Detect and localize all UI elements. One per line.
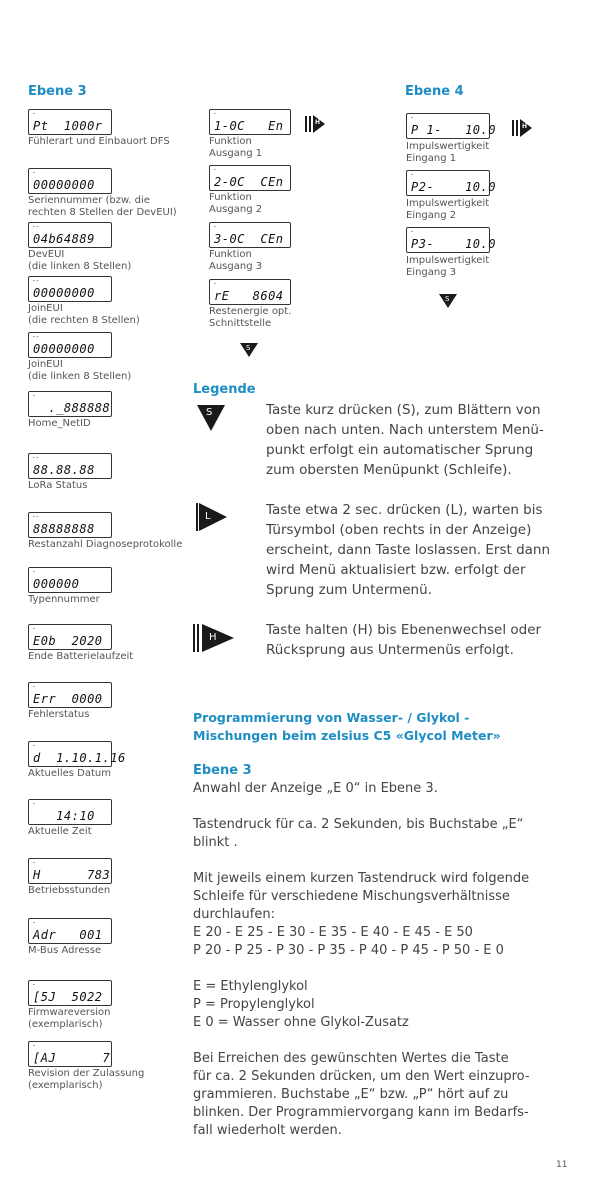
lcd-value: 88888888 [33,522,95,536]
lcd-indicator: - [213,166,217,173]
lcd-indicator: - [32,683,36,690]
lcd-value: Adr 001 [33,928,103,942]
lcd-display [28,980,112,1006]
lcd-indicator: - [32,392,36,399]
lcd-display [28,453,112,479]
lcd-display [209,222,291,248]
lcd-value: 00000000 [33,342,95,356]
lcd-caption: JoinEUI (die linken 8 Stellen) [28,359,132,382]
lcd-value: 3-0C CEn [214,232,284,246]
hold-legend-icon-label: H [209,632,217,643]
lcd-display [28,567,112,593]
lcd-indicator: - [32,800,36,807]
lcd-indicator: - [410,171,414,178]
lcd-caption: Restenergie opt. Schnittstelle [209,306,292,329]
lcd-caption: M-Bus Adresse [28,945,102,956]
lcd-value: [AJ 7 [33,1051,111,1065]
lcd-indicator: - [32,981,36,988]
lcd-display [28,276,112,302]
lcd-value: 14:10 [33,809,95,823]
lcd-display [28,168,112,194]
lcd-caption: Funktion Ausgang 3 [209,249,263,272]
lcd-value: [5J 5022 [33,990,103,1004]
lcd-display [209,109,291,135]
lcd-display [28,512,112,538]
lcd-indicator: -- [32,333,40,340]
lcd-caption: Fühlerart und Einbauort DFS [28,136,170,147]
short-press-legend-icon-label: S [206,407,213,418]
lcd-indicator: - [213,110,217,117]
programming-sub-heading: Ebene 3 [193,763,252,778]
heading-ebene-4: Ebene 4 [405,84,464,99]
long-press-legend-icon [199,503,227,531]
lcd-caption: Home_NetID [28,418,91,429]
lcd-caption: Typennummer [28,594,100,605]
long-press-legend-icon-bar [196,503,198,531]
page-number: 11 [556,1160,568,1170]
lcd-caption: Impulswertigkeit Eingang 1 [406,141,490,164]
lcd-caption: Ende Batterielaufzeit [28,651,134,662]
lcd-display [406,113,496,139]
programming-paragraph-2: Tastendruck für ca. 2 Sekunden, bis Buchstabe „E“ blinkt . [193,817,524,850]
lcd-caption: JoinEUI (die rechten 8 Stellen) [28,303,140,326]
programming-heading: Programmierung von Wasser- / Glykol - Mischungen beim zelsius C5 «Glycol Meter» [193,710,501,743]
lcd-display [28,624,112,650]
long-press-legend-icon-label: L [205,511,211,522]
legend-heading: Legende [193,382,256,397]
lcd-indicator: - [32,110,36,117]
short-press-icon-ebene-4: S [439,294,457,308]
hold-legend-icon-bar-1 [193,624,195,652]
legend-long-press-text: Taste etwa 2 sec. drücken (L), warten bis Türsymbol (oben rechts in der Anzeige) erscheint, dann Taste loslassen. Erst dann wird Menü aktualisiert bzw. erfolgt der Sprung zum Untermenü. [266,502,551,598]
lcd-value: 00000000 [33,178,95,192]
lcd-indicator: - [410,228,414,235]
lcd-caption: Aktuelles Datum [28,768,111,779]
lcd-value: rE 8604 [214,289,284,303]
lcd-indicator: -- [32,454,40,461]
heading-ebene-3: Ebene 3 [28,84,87,99]
hold-legend-icon [202,624,234,652]
legend-short-press-text: Taste kurz drücken (S), zum Blättern von oben nach unten. Nach unterstem Menü- punkt erfolgt ein automatischer Sprung zum obersten Menüpunkt (Schleife). [266,402,544,478]
hold-key-icon: H [305,115,325,133]
lcd-caption: Impulswertigkeit Eingang 3 [406,255,490,278]
lcd-display [28,391,112,417]
lcd-caption: Restanzahl Diagnoseprotokolle [28,539,183,550]
lcd-display [406,227,496,253]
lcd-value: 04b64889 [33,232,95,246]
programming-paragraph-5: Bei Erreichen des gewünschten Wertes die Taste für ca. 2 Sekunden drücken, um den Wert einzupro- grammieren. Buchstabe „E“ bzw. „P“ hört auf zu blinken. Der Programmiervorgang kann im Bedarfs- fall wiederholt werden. [193,1051,530,1138]
lcd-caption: LoRa Status [28,480,88,491]
lcd-value: P2- 10.0 [411,180,496,194]
lcd-caption: Funktion Ausgang 2 [209,192,263,215]
lcd-caption: Aktuelle Zeit [28,826,92,837]
lcd-display [209,279,291,305]
lcd-value: ._888888 [33,401,111,415]
lcd-indicator: - [32,169,36,176]
lcd-value: d 1.10.1.16 [33,751,126,765]
lcd-indicator: - [32,742,36,749]
lcd-value: E0b 2020 [33,634,103,648]
lcd-value: 00000000 [33,286,95,300]
lcd-value: 1-0C En [214,119,284,133]
lcd-value: P 1- 10.0 [411,123,496,137]
programming-paragraph-4: E = Ethylenglykol P = Propylenglykol E 0 = Wasser ohne Glykol-Zusatz [193,979,409,1030]
lcd-caption: Revision der Zulassung (exemplarisch) [28,1068,145,1091]
lcd-value: 000000 [33,577,80,591]
lcd-caption: DevEUI (die linken 8 Stellen) [28,249,132,272]
lcd-indicator: - [32,1042,36,1049]
lcd-display [406,170,496,196]
lcd-caption: Fehlerstatus [28,709,90,720]
lcd-value: P3- 10.0 [411,237,496,251]
lcd-indicator: - [32,919,36,926]
lcd-caption: Seriennummer (bzw. die rechten 8 Stellen der DevEUI) [28,195,177,218]
lcd-display [28,109,112,135]
hold-key-icon-ebene-4: H [512,119,532,137]
lcd-display [28,682,112,708]
lcd-value: Err 0000 [33,692,103,706]
lcd-indicator: - [213,280,217,287]
programming-paragraph-1: Anwahl der Anzeige „E 0“ in Ebene 3. [193,781,438,796]
lcd-display [28,1041,112,1067]
programming-paragraph-3: Mit jeweils einem kurzen Tastendruck wird folgende Schleife für verschiedene Mischungsverhältnisse durchlaufen: E 20 - E 25 - E 30 - E 35 - E 40 - E 45 - E 50 P 20 - P 25 - P 30 - P 35 - P 40 - P 45 - P 50 - E 0 [193,871,530,958]
lcd-indicator: - [32,859,36,866]
lcd-caption: Funktion Ausgang 1 [209,136,263,159]
legend-hold-text: Taste halten (H) bis Ebenenwechsel oder Rücksprung aus Untermenüs erfolgt. [266,622,542,658]
lcd-indicator: -- [32,277,40,284]
lcd-display [28,858,112,884]
lcd-indicator: - [213,223,217,230]
lcd-indicator: -- [32,513,40,520]
lcd-value: 2-0C CEn [214,175,284,189]
lcd-display [28,741,126,767]
lcd-value: H 783 [33,868,111,882]
lcd-display [28,799,112,825]
lcd-caption: Betriebsstunden [28,885,111,896]
lcd-display [28,332,112,358]
lcd-value: Pt 1000r [33,119,103,133]
lcd-display [28,918,112,944]
hold-legend-icon-bar-2 [197,624,199,652]
lcd-indicator: - [32,568,36,575]
lcd-display [28,222,112,248]
lcd-value: 88.88.88 [33,463,95,477]
lcd-caption: Firmwareversion (exemplarisch) [28,1007,111,1030]
lcd-display [209,165,291,191]
lcd-indicator: -- [32,223,40,230]
lcd-indicator: - [410,114,414,121]
lcd-indicator: - [32,625,36,632]
lcd-caption: Impulswertigkeit Eingang 2 [406,198,490,221]
short-press-icon: S [240,343,258,357]
